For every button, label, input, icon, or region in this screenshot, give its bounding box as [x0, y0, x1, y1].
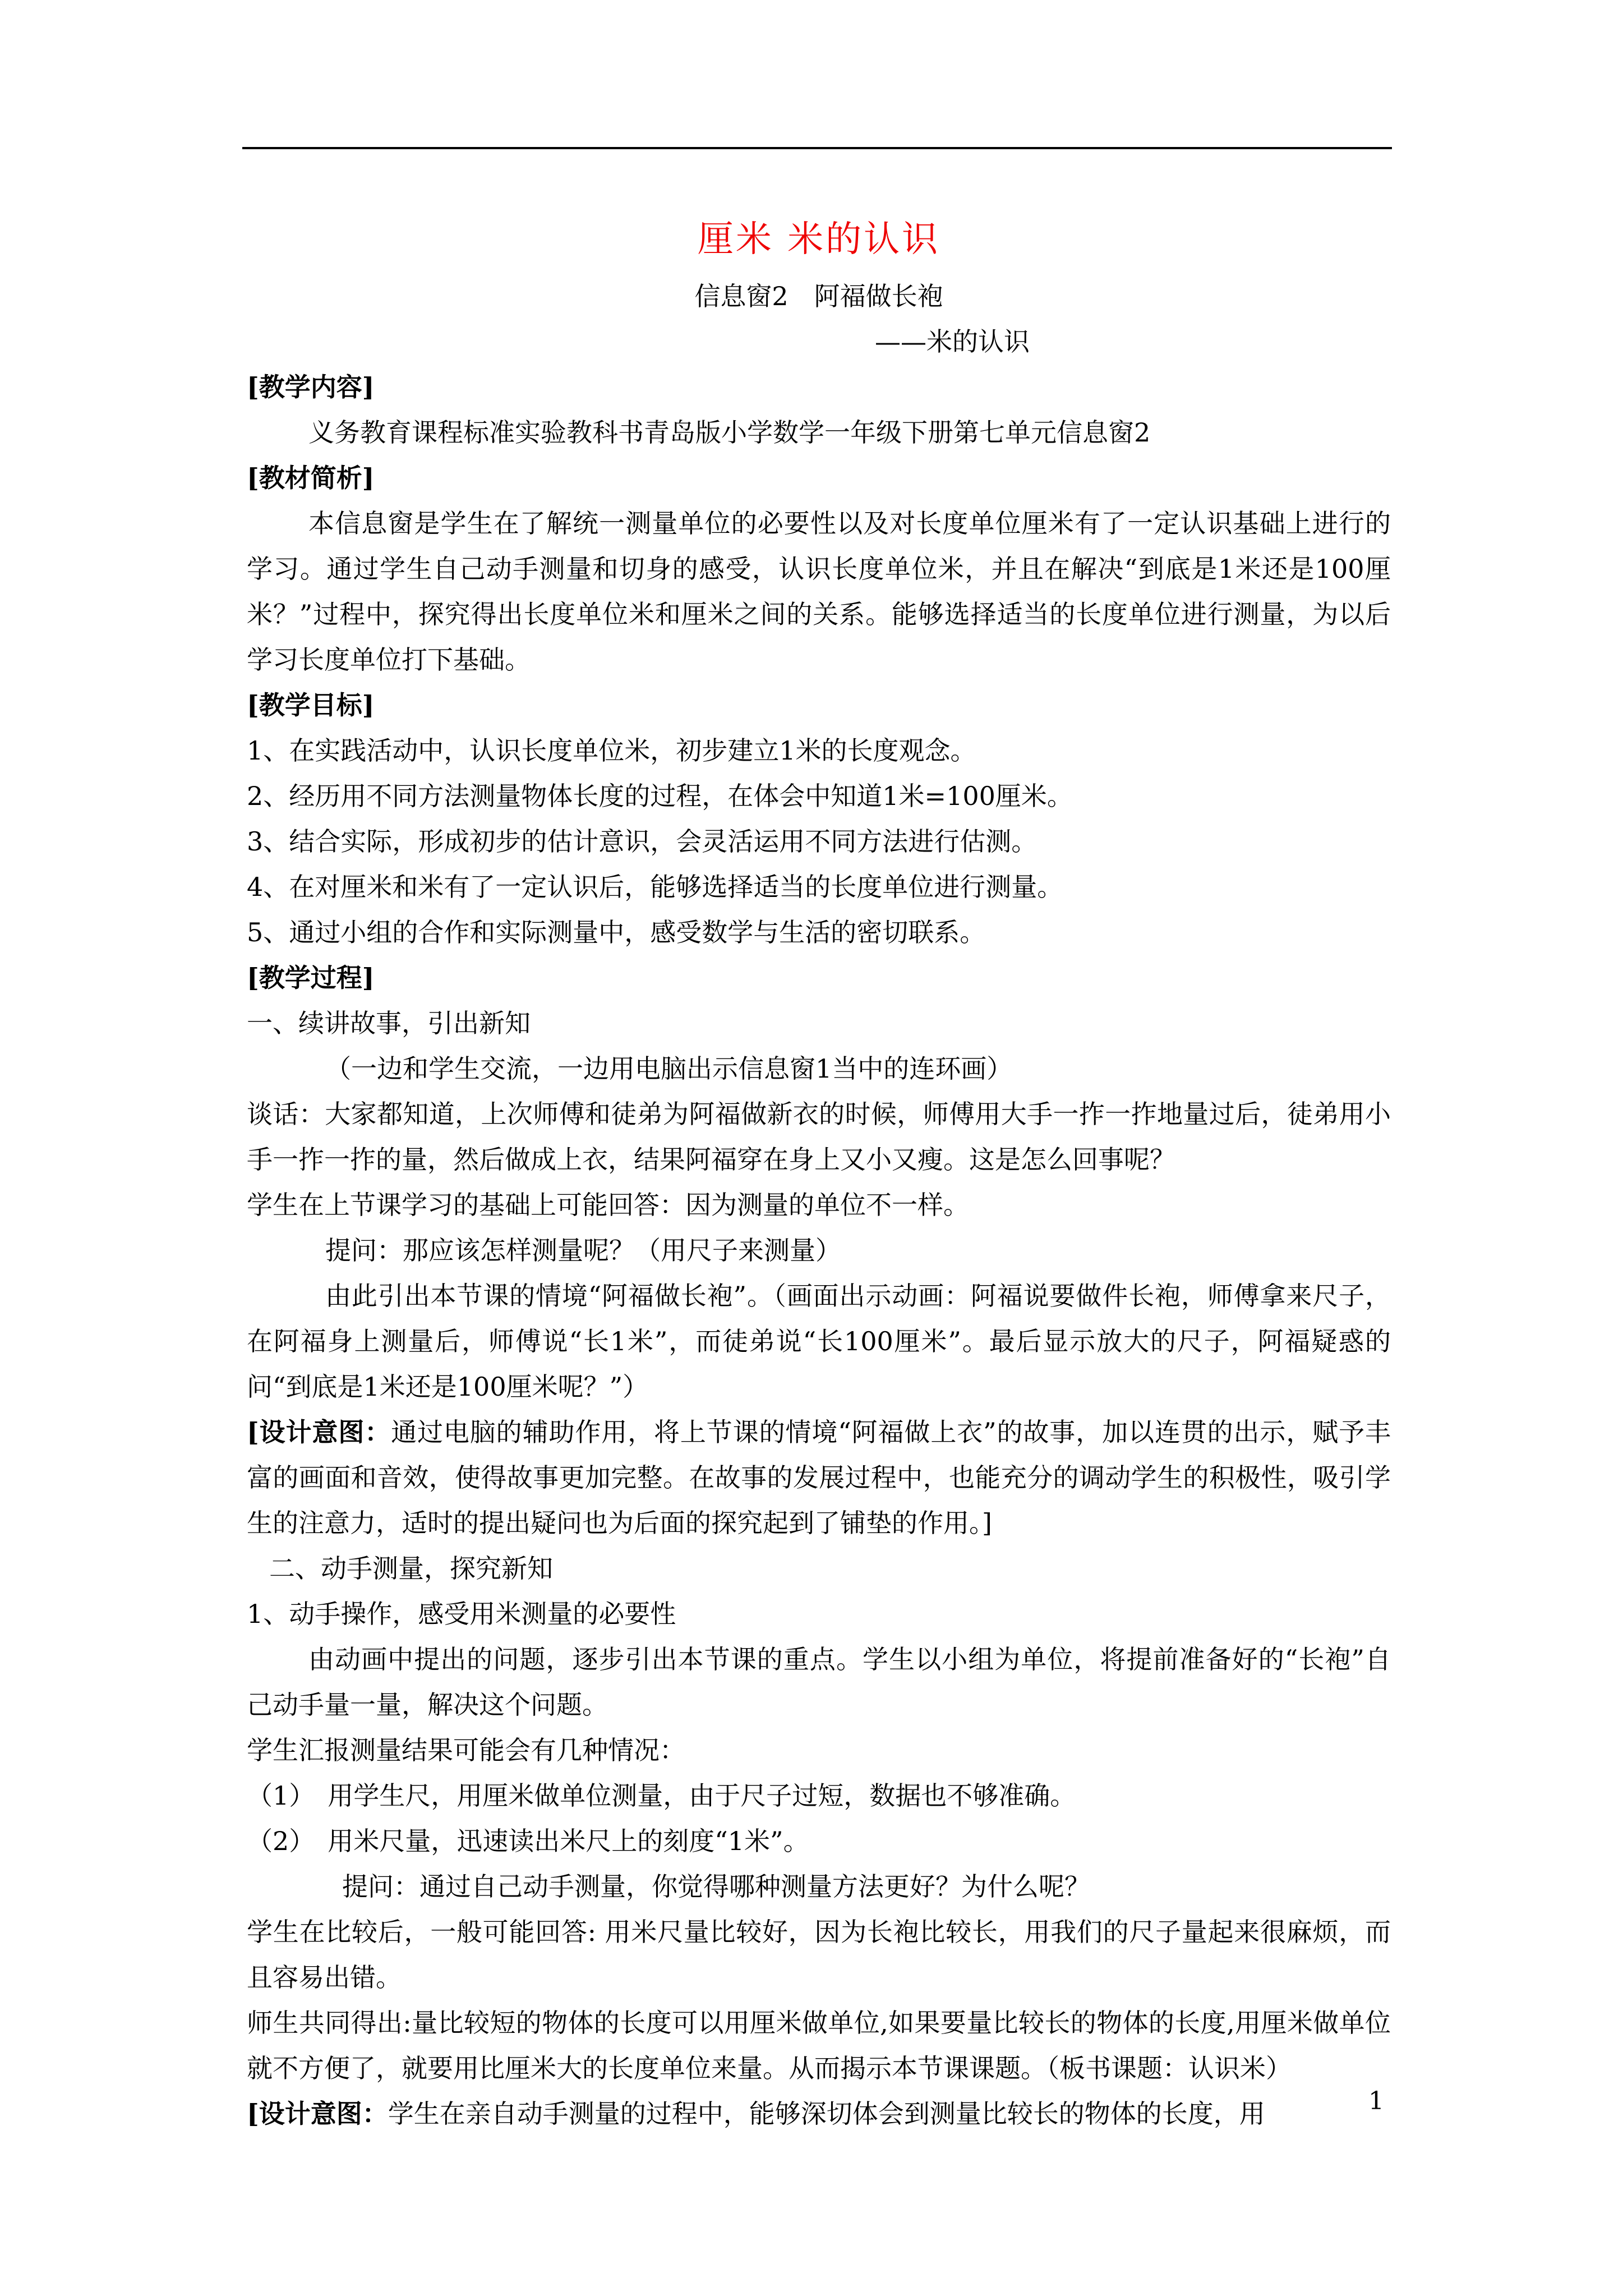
subtitle-line-1: 信息窗2 阿福做长袍 [694, 281, 943, 311]
goal-item: 5、通过小组的合作和实际测量中，感受数学与生活的密切联系。 [247, 917, 986, 947]
goal-item: 2、经历用不同方法测量物体长度的过程，在体会中知道1米=100厘米。 [247, 781, 1073, 811]
part1-title: 一、续讲故事，引出新知 [247, 1008, 531, 1038]
content-text: 义务教育课程标准实验教科书青岛版小学数学一年级下册第七单元信息窗2 [308, 417, 1151, 448]
part2-sub1: 1、动手操作，感受用米测量的必要性 [247, 1599, 676, 1629]
part1-scene: 由此引出本节课的情境“阿福做长袍”。（画面出示动画：阿福说要做件长袍，师傅拿来尺子，在阿福身上测量后，师傅说“长1米”，而徒弟说“长100厘米”。最后显示放大的尺子，阿福疑惑的问“到底是1米还是100厘米呢？”） [247, 1281, 1391, 1402]
part2-question: 提问：通过自己动手测量，你觉得哪种测量方法更好？为什么呢？ [342, 1871, 1090, 1902]
section-heading-goals: [教学目标] [247, 690, 375, 720]
subtitle-line-2: ——米的认识 [875, 326, 1030, 357]
page-number: 1 [1368, 2087, 1384, 2115]
design-intent-2 [247, 2091, 1391, 2137]
part2-title: 二、动手测量，探究新知 [269, 1553, 553, 1584]
goal-item: 3、结合实际，形成初步的估计意识，会灵活运用不同方法进行估测。 [247, 826, 1038, 857]
header-rule [242, 147, 1392, 149]
design-intent-label: [设计意图： [247, 1417, 391, 1447]
design-intent-label: [设计意图： [247, 2099, 388, 2129]
part2-case-1: （1） 用学生尺，用厘米做单位测量，由于尺子过短，数据也不够准确。 [247, 1780, 1076, 1811]
design-intent-1 [247, 1410, 1391, 1546]
part2-answer: 学生在比较后，一般可能回答: 用米尺量比较好，因为长袍比较长，用我们的尺子量起来很麻烦，而且容易出错。 [247, 1917, 1391, 1993]
section-heading-analysis: [教材简析] [247, 463, 375, 493]
part1-question: 提问：那应该怎样测量呢？（用尺子来测量） [325, 1235, 841, 1266]
design-intent-text: 学生在亲自动手测量的过程中，能够深切体会到测量比较长的物体的长度，用 [388, 2099, 1265, 2129]
part2-report: 学生汇报测量结果可能会有几种情况： [247, 1735, 685, 1765]
part2-case-2: （2） 用米尺量，迅速读出米尺上的刻度“1米”。 [247, 1826, 809, 1856]
section-heading-content: [教学内容] [247, 372, 375, 402]
part2-intro: 由动画中提出的问题，逐步引出本节课的重点。学生以小组为单位，将提前准备好的“长袍”自己动手量一量，解决这个问题。 [247, 1644, 1391, 1720]
part1-answer: 学生在上节课学习的基础上可能回答：因为测量的单位不一样。 [247, 1190, 969, 1220]
part1-talk: 谈话：大家都知道，上次师傅和徒弟为阿福做新衣的时候，师傅用大手一拃一拃地量过后，徒弟用小手一拃一拃的量，然后做成上衣，结果阿福穿在身上又小又瘦。这是怎么回事呢？ [247, 1099, 1391, 1175]
document-title: 厘米 米的认识 [697, 219, 940, 260]
section-heading-process: [教学过程] [247, 963, 375, 993]
part1-note: （一边和学生交流，一边用电脑出示信息窗1当中的连环画） [325, 1053, 1013, 1084]
goal-item: 4、在对厘米和米有了一定认识后，能够选择适当的长度单位进行测量。 [247, 872, 1063, 902]
analysis-text: 本信息窗是学生在了解统一测量单位的必要性以及对长度单位厘米有了一定认识基础上进行的学习。通过学生自己动手测量和切身的感受，认识长度单位米，并且在解决“到底是1米还是100厘米？”过程中，探究得出长度单位米和厘米之间的关系。能够选择适当的长度单位进行测量，为以后学习长度单位打下基础。 [247, 508, 1391, 675]
document-body [247, 209, 1391, 2137]
goal-item: 1、在实践活动中，认识长度单位米，初步建立1米的长度观念。 [247, 735, 976, 766]
design-intent-text: 通过电脑的辅助作用，将上节课的情境“阿福做上衣”的故事，加以连贯的出示，赋予丰富的画面和音效，使得故事更加完整。在故事的发展过程中，也能充分的调动学生的积极性，吸引学生的注意力，适时的提出疑问也为后面的探究起到了铺垫的作用。] [247, 1417, 1391, 1538]
part2-conclusion: 师生共同得出:量比较短的物体的长度可以用厘米做单位,如果要量比较长的物体的长度,用厘米做单位就不方便了，就要用比厘米大的长度单位来量。从而揭示本节课课题。（板书课题：认识米） [247, 2008, 1391, 2083]
